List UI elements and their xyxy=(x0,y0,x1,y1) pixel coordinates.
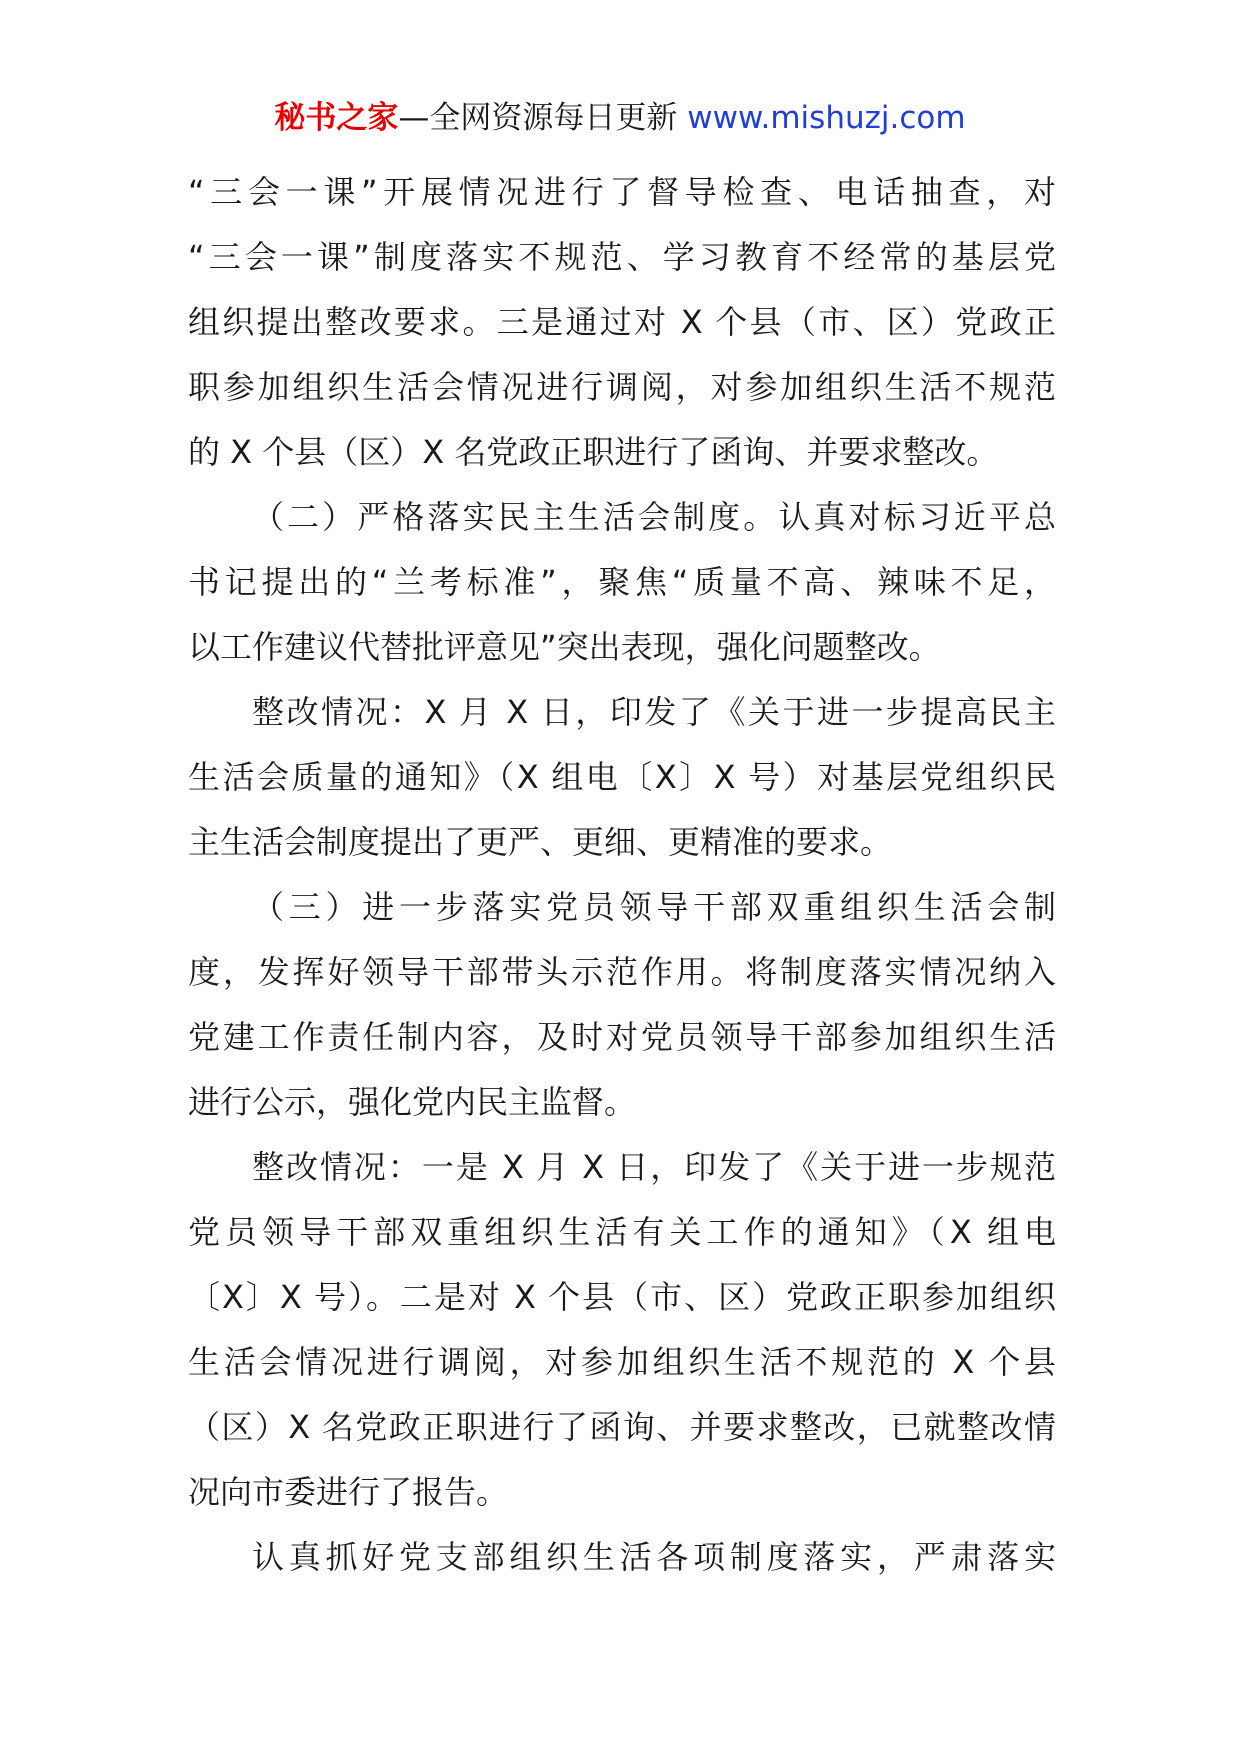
text-line: 党员领导干部双重组织生活有关工作的通知》（X 组电 xyxy=(188,1213,1056,1251)
text-line: 〔X〕X 号）。二是对 X 个县（市、区）党政正职参加组织 xyxy=(188,1278,1056,1316)
text-line: 生活会质量的通知》（X 组电〔X〕X 号）对基层党组织民 xyxy=(188,758,1056,796)
website-link[interactable]: www.mishuzj.com xyxy=(687,100,966,136)
text-line: 生活会情况进行调阅，对参加组织生活不规范的 X 个县 xyxy=(188,1343,1056,1381)
text-line: 以工作建议代替批评意见”突出表现，强化问题整改。 xyxy=(188,628,941,666)
text-line: 党建工作责任制内容，及时对党员领导干部参加组织生活 xyxy=(188,1018,1056,1056)
text-line: “三会一课”制度落实不规范、学习教育不经常的基层党 xyxy=(188,238,1056,276)
text-line: 度，发挥好领导干部带头示范作用。将制度落实情况纳入 xyxy=(188,953,1056,991)
text-line: 进行公示，强化党内民主监督。 xyxy=(188,1083,637,1121)
text-line: “三会一课”开展情况进行了督导检查、电话抽查，对 xyxy=(188,173,1056,211)
rectification-status-1: 整改情况：X 月 X 日，印发了《关于进一步提高民主 xyxy=(252,693,1056,731)
section-heading-2: （二）严格落实民主生活会制度。认真对标习近平总 xyxy=(252,498,1056,536)
text-line: 况向市委进行了报告。 xyxy=(188,1473,509,1511)
rectification-status-2: 整改情况：一是 X 月 X 日，印发了《关于进一步规范 xyxy=(252,1148,1056,1186)
page-header xyxy=(0,98,1240,138)
header-tagline: —全网资源每日更新 xyxy=(398,100,678,136)
document-body xyxy=(188,160,1056,1590)
brand-name: 秘书之家 xyxy=(274,100,399,136)
text-line: 组织提出整改要求。三是通过对 X 个县（市、区）党政正 xyxy=(188,303,1056,341)
text-line: 职参加组织生活会情况进行调阅，对参加组织生活不规范 xyxy=(188,368,1056,406)
text-line: 主生活会制度提出了更严、更细、更精准的要求。 xyxy=(188,823,893,861)
text-line: 的 X 个县（区）X 名党政正职进行了函询、并要求整改。 xyxy=(188,433,999,471)
text-line: 认真抓好党支部组织生活各项制度落实，严肃落实 xyxy=(252,1538,1056,1576)
text-line: （区）X 名党政正职进行了函询、并要求整改，已就整改情 xyxy=(188,1408,1056,1446)
text-line: 书记提出的“兰考标准”，聚焦“质量不高、辣味不足， xyxy=(188,563,1056,601)
section-heading-3: （三）进一步落实党员领导干部双重组织生活会制 xyxy=(252,888,1056,926)
